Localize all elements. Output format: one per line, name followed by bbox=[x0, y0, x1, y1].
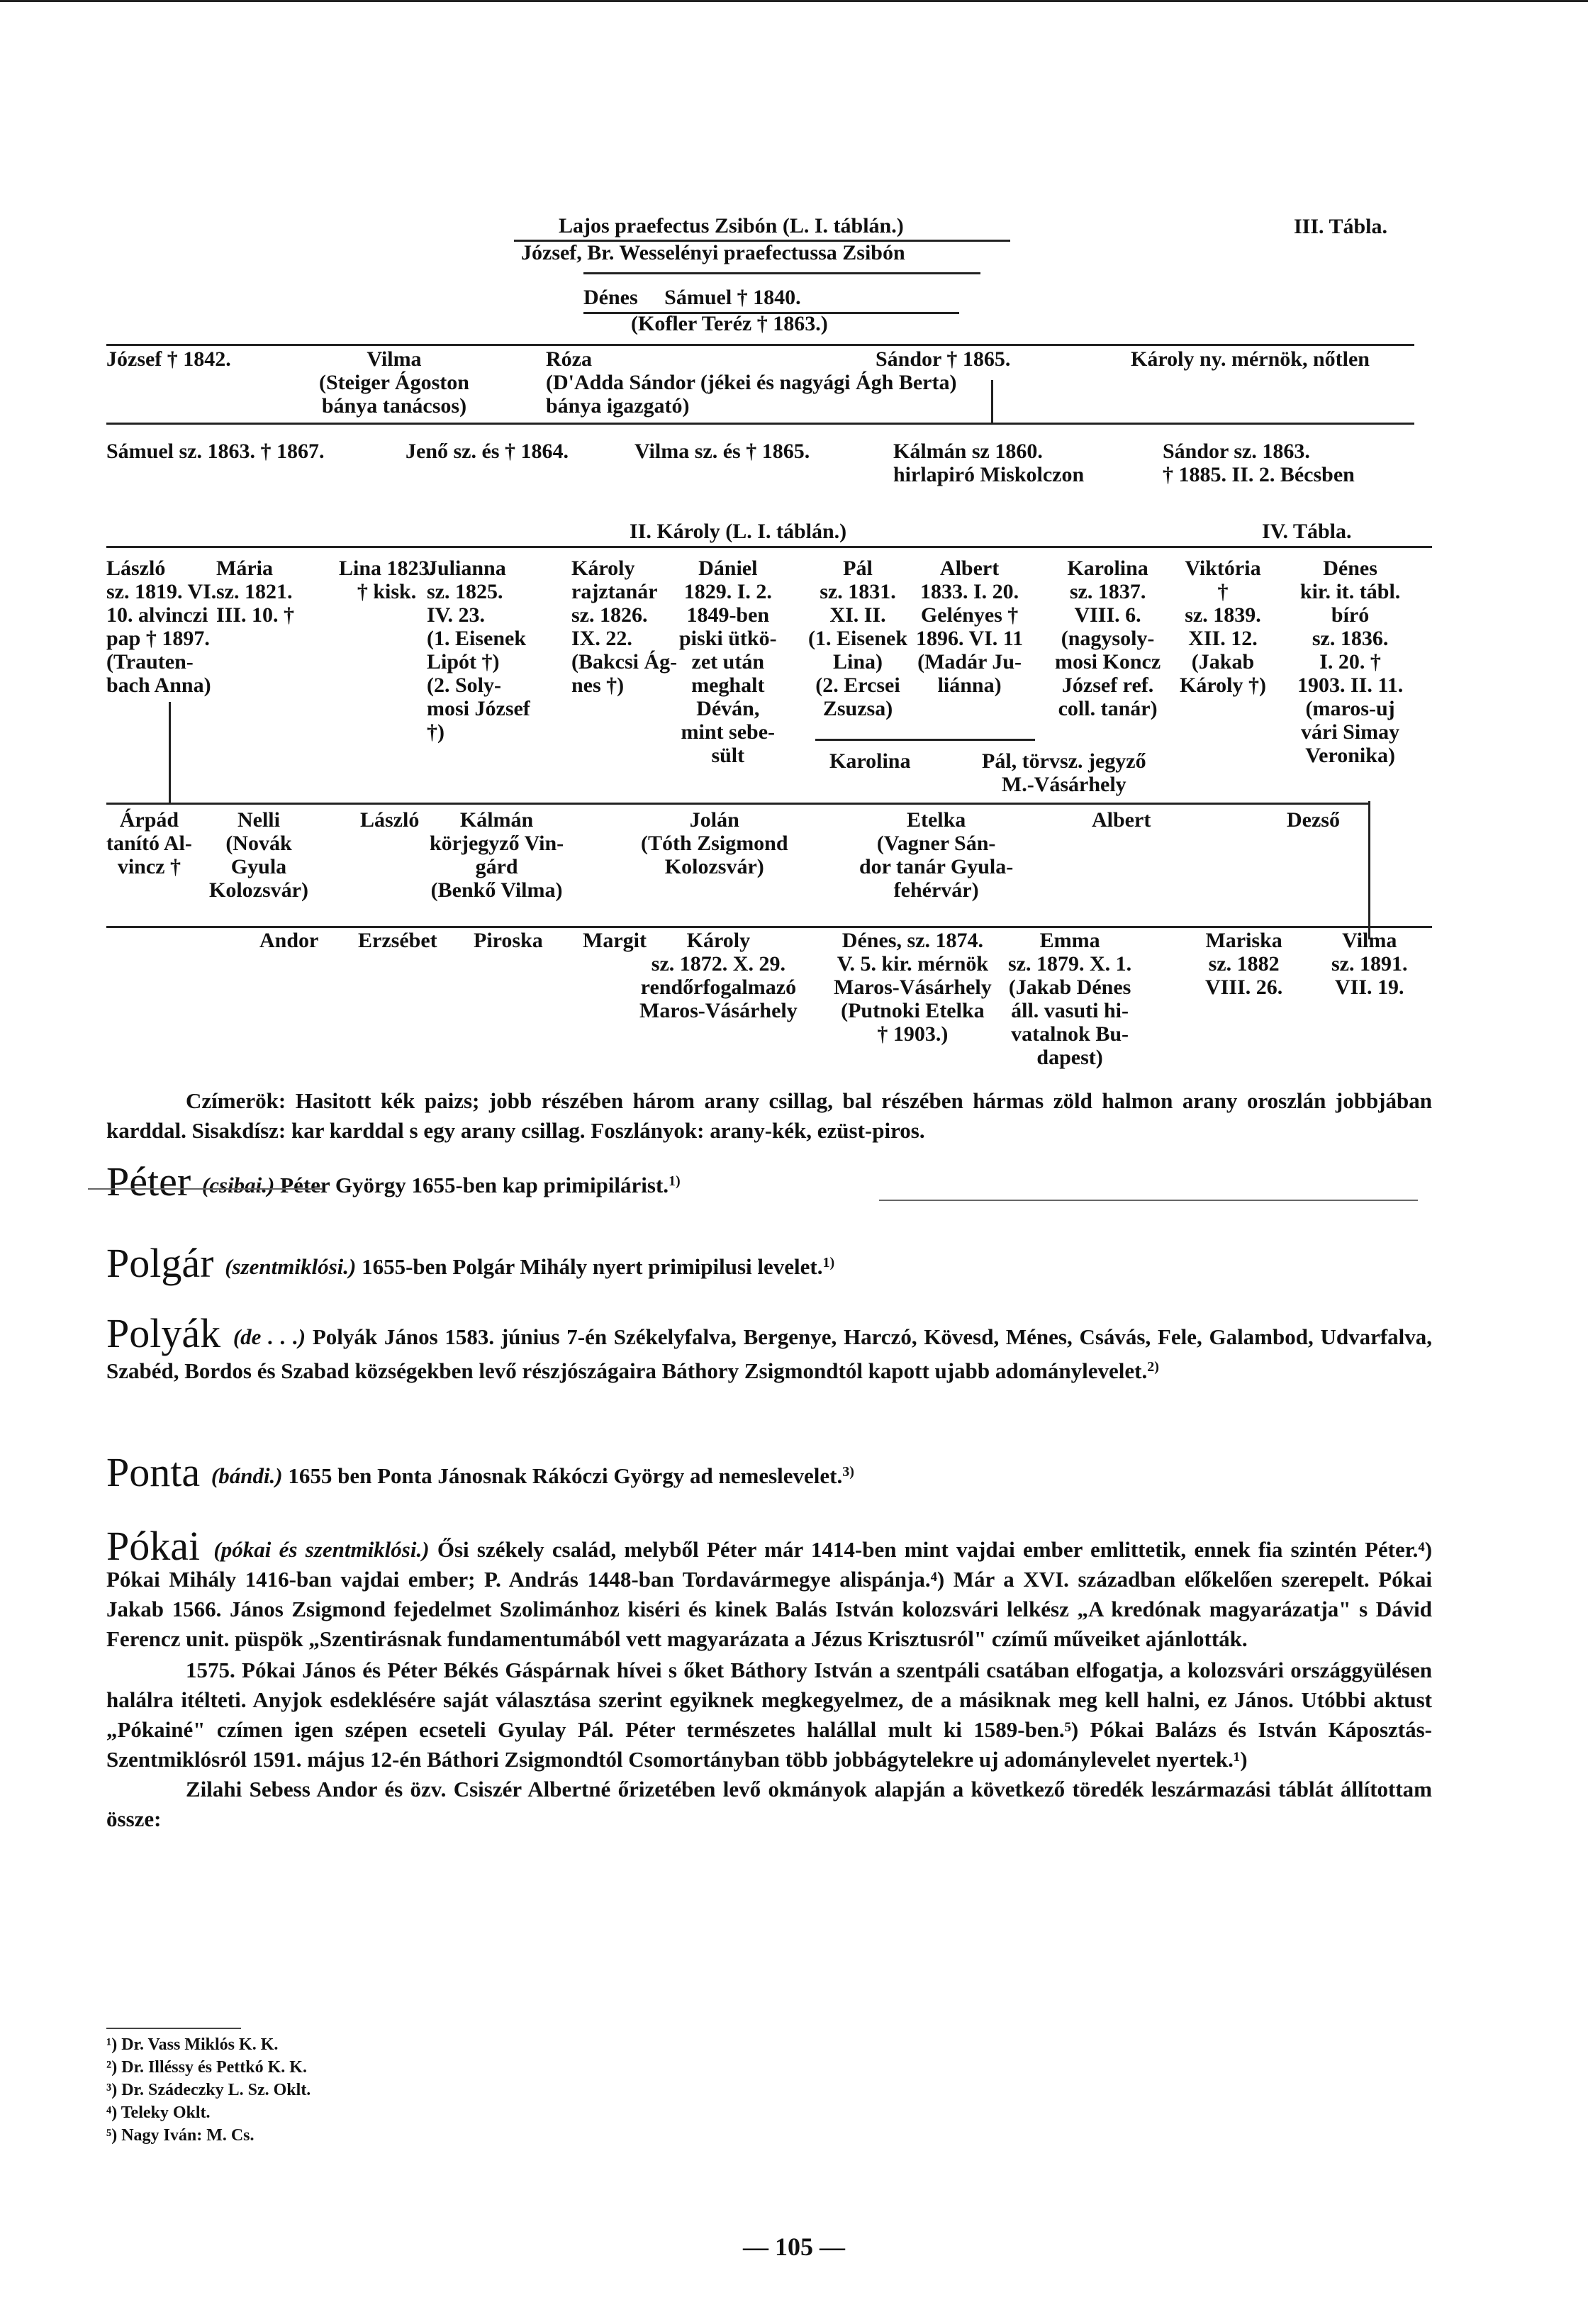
table-iii-row-kofler: (Kofler Teréz † 1863.) bbox=[631, 312, 828, 335]
table-iv-child-karoly: Károly rajztanár sz. 1826. IX. 22. (Bakcsi Ág- nes †) bbox=[571, 557, 678, 697]
table-iv-pal-child-karolina: Karolina bbox=[829, 749, 911, 773]
table-iv-gc-dezso: Dezső bbox=[1287, 808, 1340, 832]
table-iv-child-maria: Mária sz. 1821. III. 10. † bbox=[216, 557, 295, 627]
table-iv-label: IV. Tábla. bbox=[1262, 520, 1352, 543]
page-number: — 105 — bbox=[743, 2233, 845, 2261]
entry-epithet: (szentmiklósi.) bbox=[225, 1254, 357, 1279]
connector-line bbox=[815, 739, 1035, 741]
entry-text: Polyák János 1583. június 7-én Székelyfalva, Bergenye, Harczó, Kövesd, Ménes, Csávás, Fele, Galambod, Udvarfalva, Szabéd, Bordos és Szabad községekben levő részjószágaira Báthory Zsigmondtól kapott ujabb adománylevelet. bbox=[106, 1324, 1433, 1383]
table-iii-gc-samuel: Sámuel sz. 1863. † 1867. bbox=[106, 440, 325, 463]
table-iv-child-laszlo: László sz. 1819. VI. 10. alvinczi pap † 1897. (Trauten- bach Anna) bbox=[106, 557, 217, 697]
connector-line bbox=[169, 702, 171, 803]
table-iv-ggc-andor: Andor bbox=[259, 929, 319, 952]
table-iii-child-roza: Róza (D'Adda Sándor (jékei és nagyági Ágh Berta) bánya igazgató) bbox=[546, 347, 957, 418]
table-iv-ggc-erzsebet: Erzsébet bbox=[358, 929, 437, 952]
footnotes bbox=[106, 2033, 311, 2147]
table-iii-gc-jeno: Jenő sz. és † 1864. bbox=[406, 440, 569, 463]
entry-name: Péter bbox=[106, 1158, 191, 1205]
entry-name: Polgár bbox=[106, 1240, 214, 1286]
footnote-1: ¹) Dr. Vass Miklós K. K. bbox=[106, 2035, 279, 2054]
connector-line bbox=[106, 926, 1432, 928]
connector-line bbox=[106, 546, 1432, 548]
coat-of-arms-text bbox=[106, 1086, 1432, 1146]
footnote-rule bbox=[106, 2028, 241, 2029]
entry-text: Péter György 1655-ben kap primipilárist. bbox=[280, 1173, 669, 1197]
table-iv-gc-kalman: Kálmán körjegyző Vin- gárd (Benkő Vilma) bbox=[430, 808, 564, 902]
table-iii-row-jozsef: József, Br. Wesselényi praefectussa Zsibón bbox=[521, 241, 905, 264]
connector-line bbox=[106, 344, 1414, 346]
paragraph-zilahi: Zilahi Sebess Andor és özv. Csiszér Albertné őrizetében levő okmányok alapján a következő töredék leszármazási táblát állítottam össze: bbox=[106, 1777, 1432, 1831]
entry-name: Pókai bbox=[106, 1523, 201, 1569]
table-iv-gc-jolan: Jolán (Tóth Zsigmond Kolozsvár) bbox=[641, 808, 788, 878]
table-iv-child-denes: Dénes kir. it. tábl. bíró sz. 1836. I. 20. † 1903. II. 11. (maros-uj vári Simay Veronika) bbox=[1297, 557, 1404, 767]
entry-polgar bbox=[106, 1240, 1432, 1286]
table-iv-child-lina: Lina 1823. † kisk. bbox=[339, 557, 435, 603]
table-iv-gc-arpad: Árpád tanító Al- vincz † bbox=[106, 808, 192, 878]
entry-polyak bbox=[106, 1310, 1433, 1386]
table-iv-child-karolina: Karolina sz. 1837. VIII. 6. (nagysoly- mosi Koncz József ref. coll. tanár) bbox=[1055, 557, 1161, 720]
footnote-ref: 2) bbox=[1147, 1359, 1159, 1375]
entry-text: 1655 ben Ponta Jánosnak Rákóczi György ad nemeslevelet. bbox=[288, 1463, 843, 1488]
footnote-ref: 1) bbox=[669, 1173, 681, 1189]
table-iii-label: III. Tábla. bbox=[1294, 215, 1388, 238]
entry-epithet: (bándi.) bbox=[211, 1463, 283, 1488]
table-iii-child-jozsef: József † 1842. bbox=[106, 347, 231, 371]
entry-epithet: (csibai.) bbox=[201, 1173, 275, 1197]
table-iv-ggc-margit: Margit bbox=[583, 929, 647, 952]
connector-line bbox=[106, 803, 1370, 805]
table-iv-child-julianna: Julianna sz. 1825. IV. 23. (1. Eisenek Lipót †) (2. Soly- mosi József †) bbox=[427, 557, 530, 744]
table-iv-child-viktoria: Viktória † sz. 1839. XII. 12. (Jakab Károly †) bbox=[1180, 557, 1266, 697]
page-top-rule bbox=[0, 0, 1588, 2]
entry-name: Ponta bbox=[106, 1449, 201, 1495]
table-iv-ggc-vilma: Vilma sz. 1891. VII. 19. bbox=[1331, 929, 1408, 999]
coat-of-arms-paragraph: Czímerök: Hasitott kék paizs; jobb részében három arany csillag, bal részében hármas zöld halmon arany oroszlán jobbjában karddal. Sisakdísz: kar karddal s egy arany csillag. Foszlányok: arany-kék, ezüst-piros. bbox=[106, 1088, 1432, 1143]
table-iii-child-karoly: Károly ny. mérnök, nőtlen bbox=[1131, 347, 1370, 371]
table-iv-gc-nelli: Nelli (Novák Gyula Kolozsvár) bbox=[209, 808, 308, 902]
entry-peter bbox=[106, 1158, 1432, 1205]
entry-text: 1655-ben Polgár Mihály nyert primipilusi levelet. bbox=[362, 1254, 823, 1279]
entry-pokai bbox=[106, 1523, 1433, 1834]
table-iv-ggc-piroska: Piroska bbox=[474, 929, 543, 952]
paragraph-1575: 1575. Pókai János és Péter Békés Gáspárnak hívei s őket Báthory István a szentpáli csatában elfogatja, a kolozsvári országgyülésen halálra itélteti. Anyjok esdeklésére saját választása szerint egyiknek megkegyelmez, de a másiknak meg kell halni, ez János. Utóbbi aktust „Pókainé" czímen igen szépen ecseteli Gyulay Pál. Péter természetes halállal mult ki 1589-ben.⁵) Pókai Balázs és István Káposztás-Szentmiklósról 1591. május 12-én Báthori Zsigmondtól Csomortányban több jobbágytelekre uj adománylevelet nyertek.¹) bbox=[106, 1658, 1432, 1772]
footnote-ref: 1) bbox=[822, 1255, 835, 1270]
table-iv-gc-albert: Albert bbox=[1092, 808, 1151, 832]
table-iv-child-pal: Pál sz. 1831. XI. II. (1. Eisenek Lina) (2. Ercsei Zsuzsa) bbox=[808, 557, 908, 720]
table-iv-gc-laszlo: László bbox=[360, 808, 420, 832]
entry-ponta bbox=[106, 1449, 1432, 1495]
table-iii-child-sandor: Sándor † 1865. bbox=[876, 347, 1011, 371]
footnote-4: ⁴) Teleky Oklt. bbox=[106, 2104, 211, 2122]
table-iv-gc-etelka: Etelka (Vagner Sán- dor tanár Gyula- fehérvár) bbox=[859, 808, 1014, 902]
entry-epithet: (de . . .) bbox=[233, 1324, 306, 1349]
table-iv-ggc-karoly: Károly sz. 1872. X. 29. rendőrfogalmazó Maros-Vásárhely bbox=[639, 929, 798, 1022]
entry-name: Polyák bbox=[106, 1310, 221, 1356]
divider-rule bbox=[879, 1200, 1418, 1201]
footnote-ref: 3) bbox=[842, 1464, 854, 1480]
table-iii-gc-vilma: Vilma sz. és † 1865. bbox=[634, 440, 810, 463]
entry-epithet: (pókai és szentmiklósi.) bbox=[213, 1537, 430, 1562]
footnote-3: ³) Dr. Szádeczky L. Sz. Oklt. bbox=[106, 2081, 311, 2099]
footnote-5: ⁵) Nagy Iván: M. Cs. bbox=[106, 2126, 255, 2145]
table-iv-pal-child-pal: Pál, törvsz. jegyző M.-Vásárhely bbox=[982, 749, 1146, 796]
connector-line bbox=[1368, 801, 1370, 939]
connector-line bbox=[106, 423, 1414, 425]
connector-line bbox=[583, 272, 980, 274]
divider-rule bbox=[88, 1188, 322, 1190]
footnote-2: ²) Dr. Illéssy és Pettkó K. K. bbox=[106, 2058, 307, 2077]
table-iv-child-albert: Albert 1833. I. 20. Gelényes † 1896. VI. 11 (Madár Ju- liánna) bbox=[916, 557, 1024, 697]
table-iii-child-vilma: Vilma (Steiger Ágoston bánya tanácsos) bbox=[319, 347, 469, 418]
table-iii-gc-kalman: Kálmán sz 1860. hirlapiró Miskolczon bbox=[893, 440, 1085, 486]
table-iv-head: II. Károly (L. I. táblán.) bbox=[630, 520, 847, 543]
table-iv-ggc-mariska: Mariska sz. 1882 VIII. 26. bbox=[1205, 929, 1283, 999]
table-iv-ggc-denes: Dénes, sz. 1874. V. 5. kir. mérnök Maros-Vásárhely (Putnoki Etelka † 1903.) bbox=[834, 929, 992, 1046]
entry-text: Ősi székely család, melyből Péter már 1414-ben mint vajdai ember emlittetik, ennek fia szintén Péter.⁴) Pókai Mihály 1416-ban vajdai ember; P. András 1448-ban Tordavármegye alispánja.⁴) Már a XVI. században előkelően szerepelt. Pókai Jakab 1566. János Zsigmond fejedelmet Szolimánhoz kiséri és kinek Balás István kolozsvári lelkész „A kredónak magyarázatja" s Dávid Ferencz unit. püspök „Szentirásnak fundamentumából vett magyarázata a Jézus Krisztusról" czímű műveiket ajánlották. bbox=[106, 1537, 1433, 1651]
connector-line bbox=[991, 380, 993, 423]
table-iv-child-daniel: Dániel 1829. I. 2. 1849-ben piski ütkö- zet után meghalt Déván, mint sebe- sült bbox=[679, 557, 777, 767]
table-iii-gc-sandor: Sándor sz. 1863. † 1885. II. 2. Bécsben bbox=[1163, 440, 1355, 486]
table-iii-row-denes-samuel: Dénes Sámuel † 1840. bbox=[583, 286, 801, 309]
table-iii-head: Lajos praefectus Zsibón (L. I. táblán.) bbox=[559, 214, 904, 238]
table-iv-ggc-emma: Emma sz. 1879. X. 1. (Jakab Dénes áll. vasuti hi- vatalnok Bu- dapest) bbox=[1008, 929, 1132, 1069]
